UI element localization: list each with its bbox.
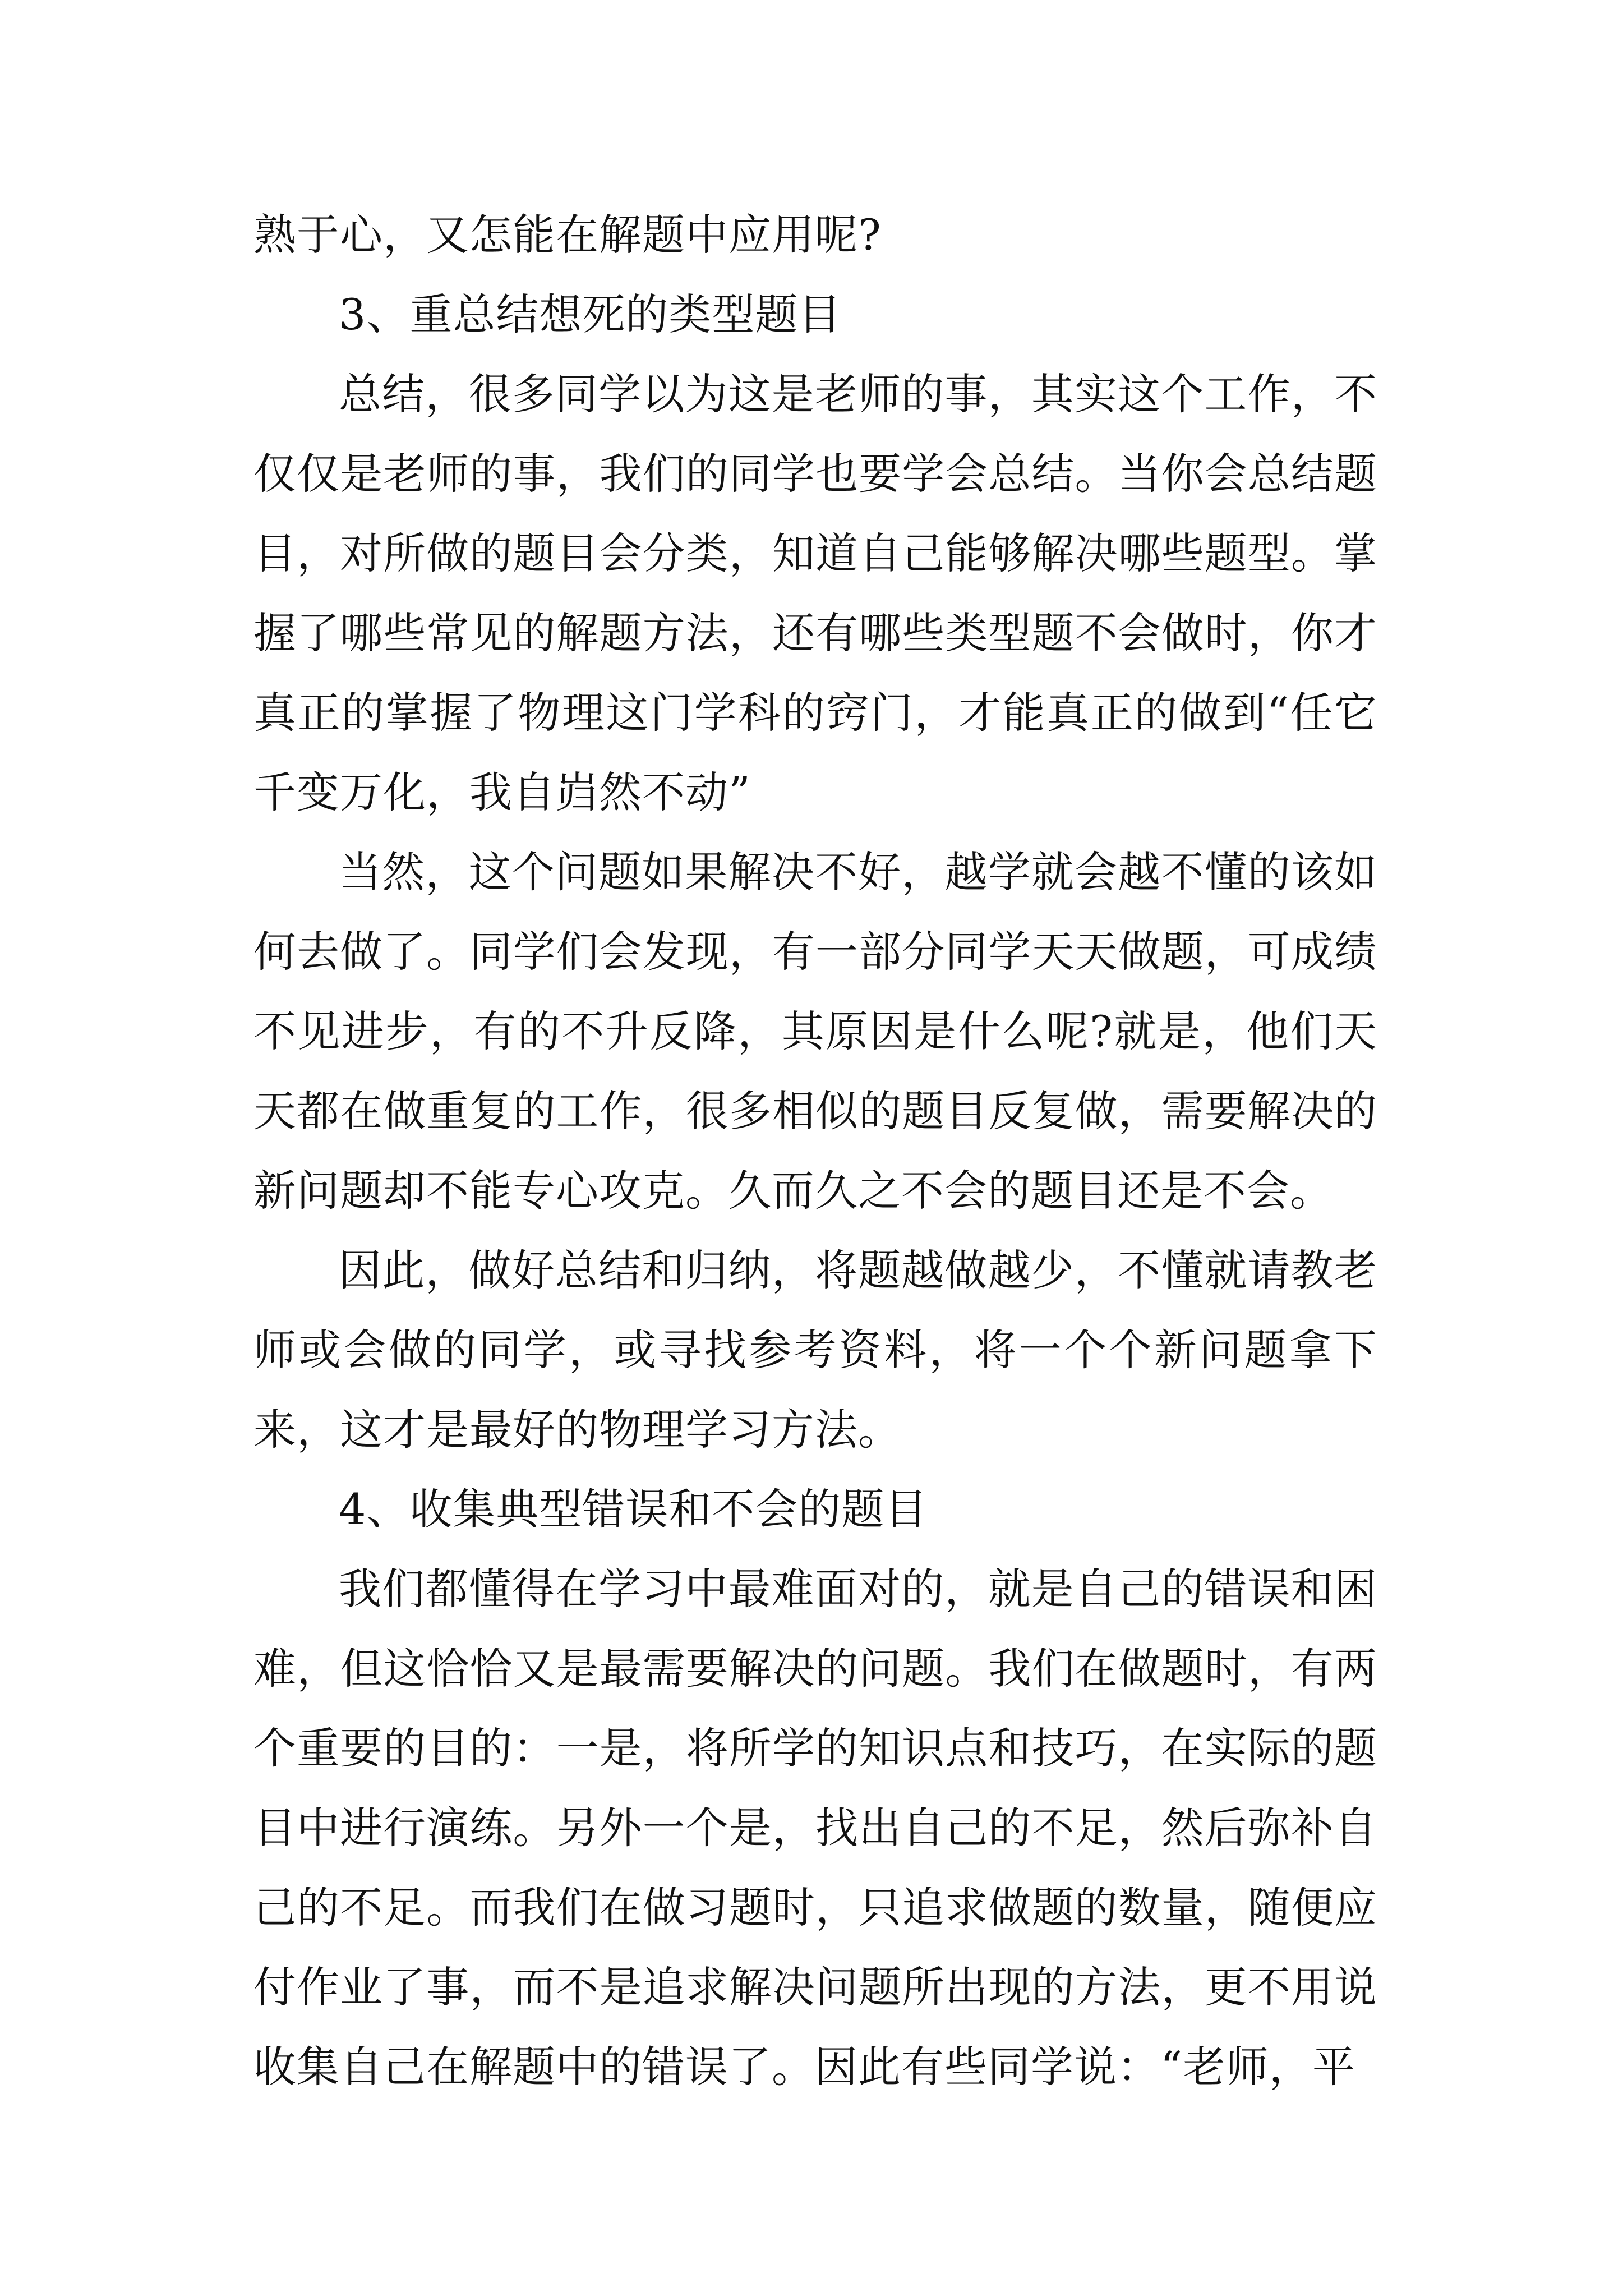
- section-heading-4: 4、收集典型错误和不会的题目: [339, 1484, 928, 1534]
- paragraph-continuation: 熟于心，又怎能在解题中应用呢?: [253, 210, 882, 260]
- paragraph-errors: 我们都懂得在学习中最难面对的，就是自己的错误和困难，但这恰恰又是最需要解决的问题。我们在做题时，有两个重要的目的：一是，将所学的知识点和技巧，在实际的题目中进行演练。另外一个是，找出自己的不足，然后弥补自己的不足。而我们在做习题时，只追求做题的数量，随便应付作业了事，而不是追求解决问题所出现的方法，更不用说收集自己在解题中的错误了。因此有些同学说：“老师，平: [253, 1564, 1377, 2092]
- paragraph-problem: 当然，这个问题如果解决不好，越学就会越不懂的该如何去做了。同学们会发现，有一部分同学天天做题，可成绩不见进步，有的不升反降，其原因是什么呢?就是，他们天天都在做重复的工作，很多相似的题目反复做，需要解决的新问题却不能专心攻克。久而久之不会的题目还是不会。: [253, 847, 1377, 1216]
- document-body: [253, 195, 1377, 2107]
- paragraph-summary: 总结，很多同学以为这是老师的事，其实这个工作，不仅仅是老师的事，我们的同学也要学会总结。当你会总结题目，对所做的题目会分类，知道自己能够解决哪些题型。掌握了哪些常见的解题方法，还有哪些类型题不会做时，你才真正的掌握了物理这门学科的窍门，才能真正的做到“任它千变万化，我自岿然不动”: [253, 369, 1377, 817]
- paragraph-conclusion: 因此，做好总结和归纳，将题越做越少，不懂就请教老师或会做的同学，或寻找参考资料，将一个个新问题拿下来，这才是最好的物理学习方法。: [253, 1245, 1377, 1455]
- section-heading-3: 3、重总结想死的类型题目: [339, 289, 842, 339]
